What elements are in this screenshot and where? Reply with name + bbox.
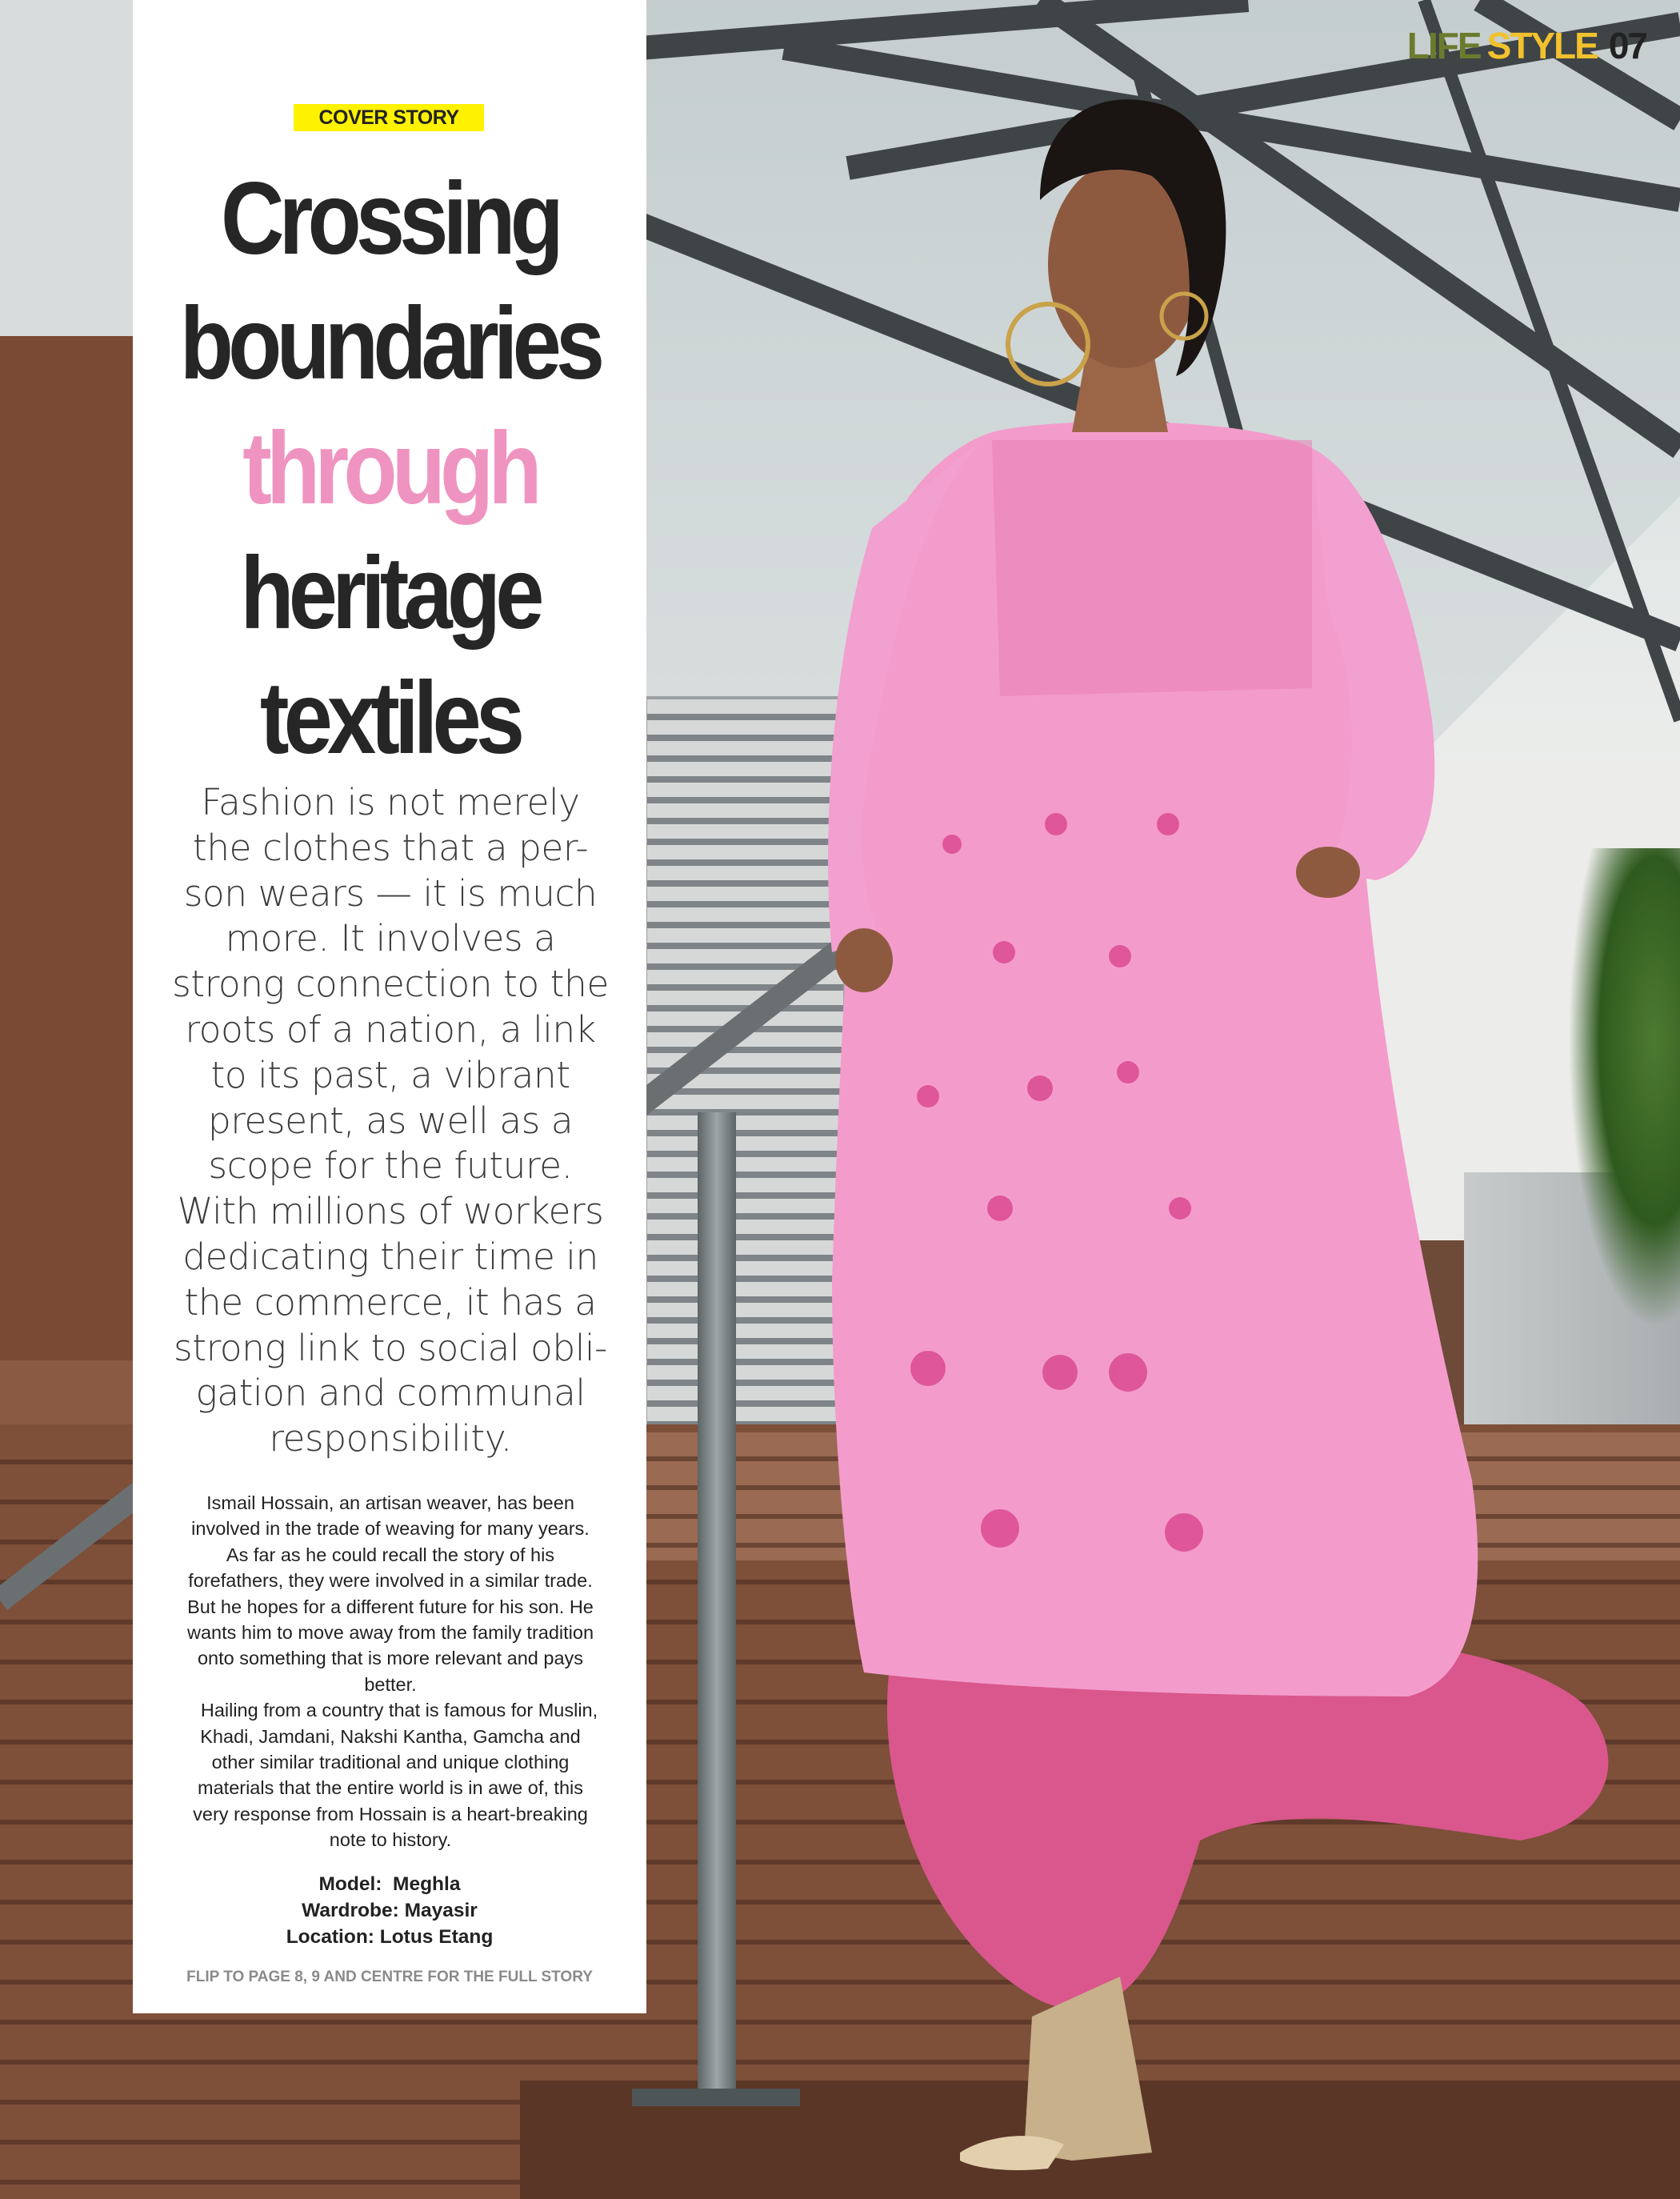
body-paragraph-2: Hailing from a country that is famous for Muslin, Khadi, Jamdani, Nakshi Kantha, Gamcha and other similar traditional and unique clothing materials that the entire world is in awe of, this very response from Hossain is a heart-breaking note to history. <box>193 1700 598 1851</box>
headline-line-5: textiles <box>259 661 520 775</box>
credit-model: Model: Meghla <box>318 1873 461 1895</box>
headline-line-1: Crossing <box>220 162 559 276</box>
section-masthead <box>1407 24 1646 67</box>
headline-line-4: heritage <box>240 536 539 651</box>
credit-location: Location: Lotus Etang <box>286 1926 494 1948</box>
credit-wardrobe: Wardrobe: Mayasir <box>302 1900 478 1921</box>
headline-line-3: through <box>242 411 537 526</box>
cover-story-label: COVER STORY <box>294 104 484 131</box>
handrail-base <box>632 2089 800 2106</box>
article-body <box>181 1490 600 1853</box>
headline-line-2: boundaries <box>179 286 600 401</box>
body-paragraph-1: Ismail Hossain, an artisan weaver, has been involved in the trade of weaving for many years. As far as he could recall the story of his forefathers, they were involved in a similar trade. But he hopes for a different future for his son. He wants him to move away from the family tradition onto something that is more relevant and pays better. <box>186 1492 594 1695</box>
handrail-post <box>698 1112 736 2105</box>
masthead-style: STYLE <box>1486 25 1598 66</box>
headline <box>133 157 646 781</box>
masthead-life: LIFE <box>1406 25 1481 66</box>
photo-credits <box>133 1871 646 1950</box>
standfirst: Fashion is not merely the clothes that a per- son wears — it is much more. It involves a strong connection to the roots of a nation, a link to its past, a vibrant present, as well as a scope for the future. With millions of workers dedicating their time in the commerce, it has a strong link to social obli- gation and communal responsibility. <box>172 781 609 1460</box>
page-number: 07 <box>1608 25 1646 66</box>
flip-to-page-note: FLIP TO PAGE 8, 9 AND CENTRE FOR THE FULL STORY <box>186 1969 593 1985</box>
